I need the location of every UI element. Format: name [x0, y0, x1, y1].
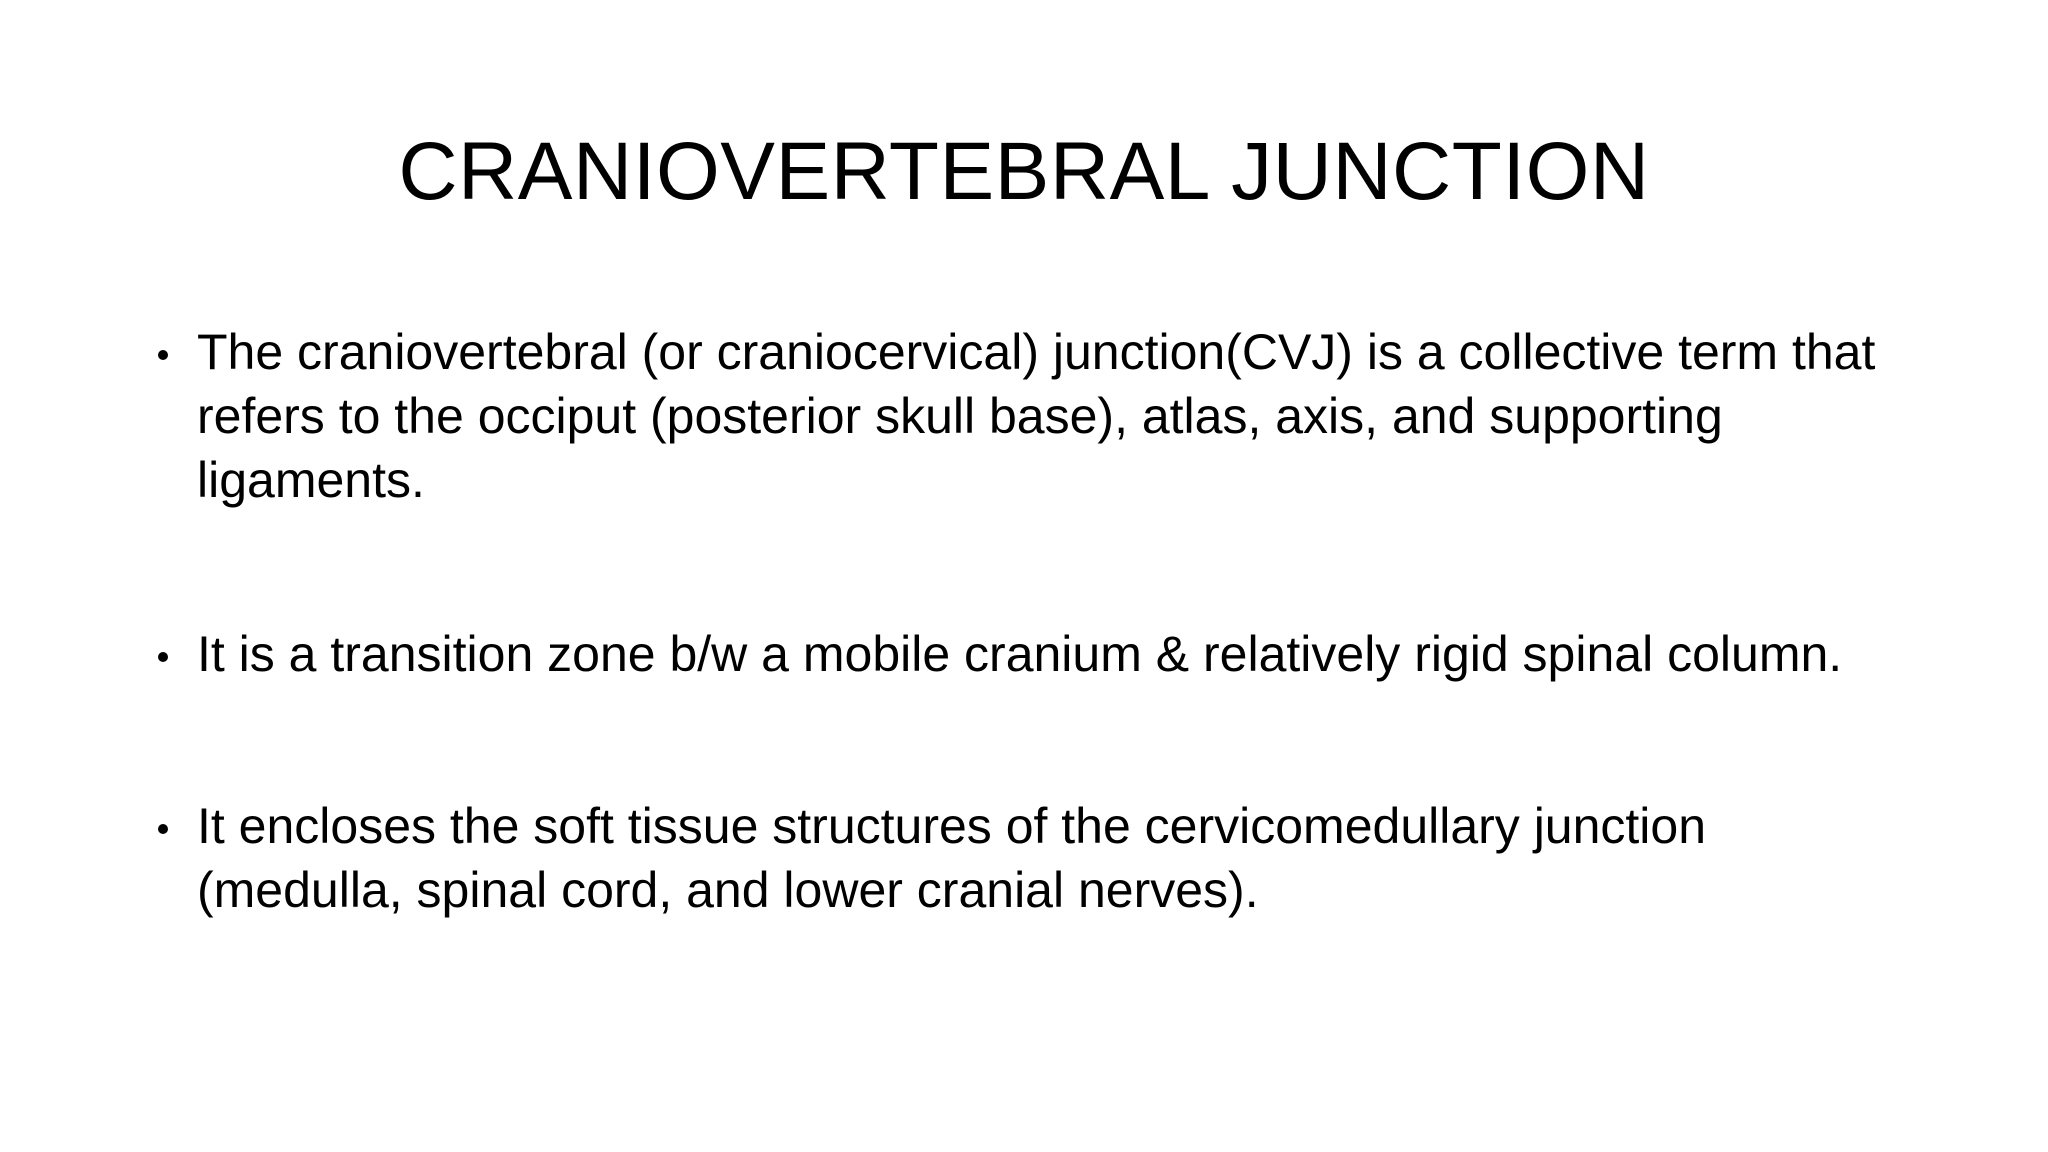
bullet-dot-icon — [158, 824, 168, 834]
bullet-dot-icon — [158, 350, 168, 360]
bullet-dot-icon — [158, 652, 168, 662]
bullet-item — [150, 320, 1910, 512]
bullet-text: It is a transition zone b/w a mobile cranium & relatively rigid spinal column. — [197, 626, 1843, 682]
bullet-item — [150, 622, 1910, 686]
bullet-list — [150, 320, 1910, 1032]
bullet-item — [150, 794, 1910, 922]
bullet-text: The craniovertebral (or craniocervical) junction(CVJ) is a collective term that refers to the occiput (posterior skull base), atlas, axis, and supporting ligaments. — [197, 324, 1876, 508]
bullet-text: It encloses the soft tissue structures of the cervicomedullary junction (medulla, spinal cord, and lower cranial nerves). — [197, 798, 1707, 918]
slide-title: CRANIOVERTEBRAL JUNCTION — [398, 126, 1650, 217]
